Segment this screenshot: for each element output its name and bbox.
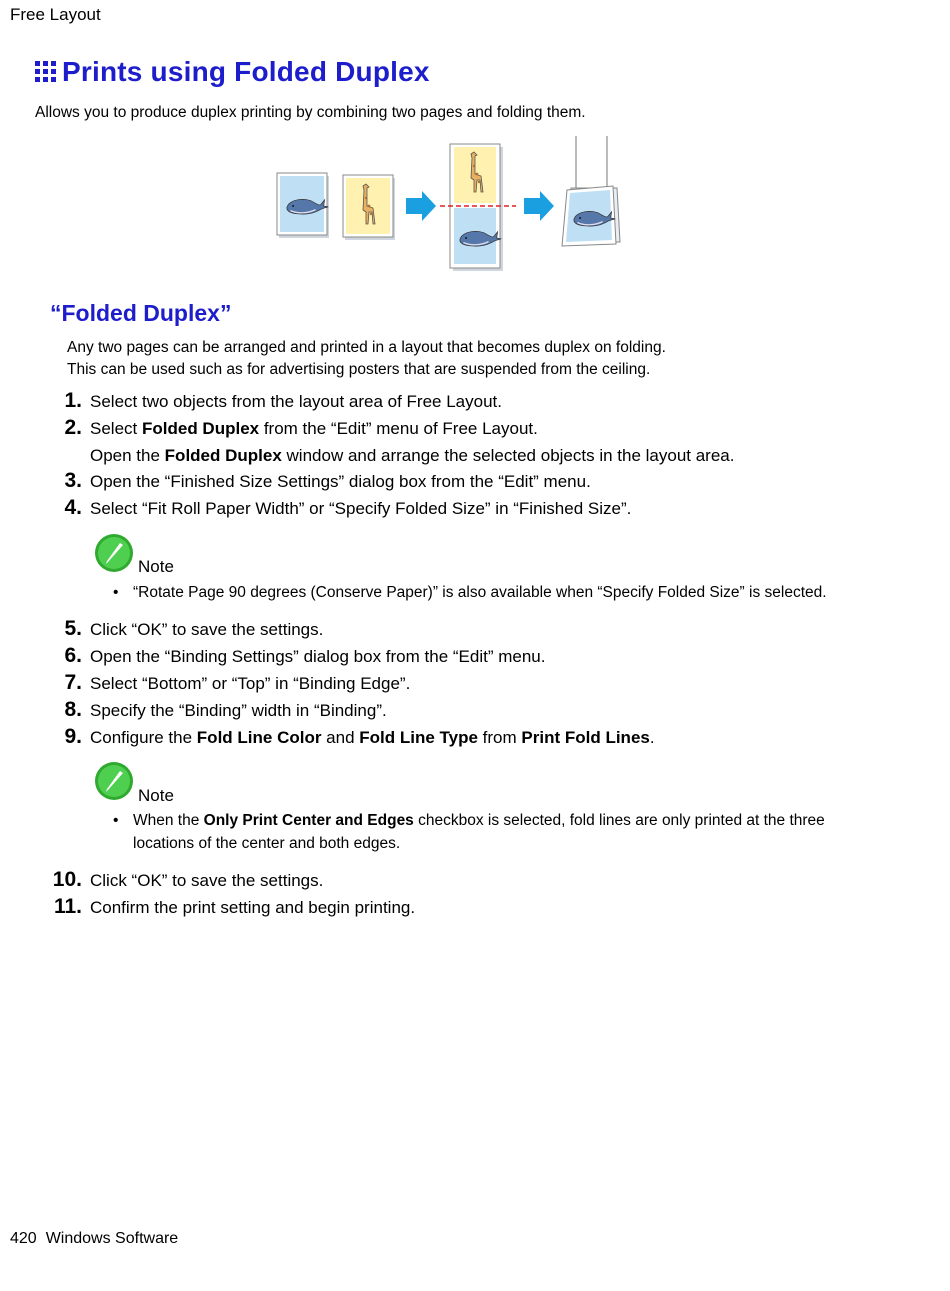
arrow-right-icon bbox=[524, 191, 554, 221]
step-text: Open the “Binding Settings” dialog box from the “Edit” menu. bbox=[90, 647, 546, 666]
page-footer bbox=[10, 1230, 178, 1248]
note-item: • “Rotate Page 90 degrees (Conserve Paper)” is also available when “Specify Folded Size” is selected. bbox=[113, 581, 833, 604]
step-item bbox=[50, 725, 870, 749]
section-title: “Folded Duplex” bbox=[50, 300, 232, 326]
step-number: 11. bbox=[53, 895, 82, 918]
grid-bullet-icon bbox=[35, 61, 57, 83]
step-number: 8. bbox=[64, 698, 82, 721]
step-item bbox=[50, 617, 870, 641]
step-number: 4. bbox=[64, 496, 82, 519]
step-text: Configure the Fold Line Color and Fold Line Type from Print Fold Lines. bbox=[90, 728, 655, 747]
note-pencil-icon bbox=[94, 533, 134, 573]
step-text: Select two objects from the layout area of Free Layout. bbox=[90, 392, 502, 411]
arrow-right-icon bbox=[406, 191, 436, 221]
note-label: Note bbox=[138, 786, 174, 805]
step-text: Select “Fit Roll Paper Width” or “Specify Folded Size” in “Finished Size”. bbox=[90, 499, 632, 518]
step-item bbox=[50, 389, 870, 413]
page-number: 420 bbox=[10, 1230, 37, 1247]
step-text: Confirm the print setting and begin printing. bbox=[90, 898, 416, 917]
whale-page-icon bbox=[277, 173, 329, 238]
step-number: 1. bbox=[64, 389, 82, 412]
step-item bbox=[50, 496, 870, 520]
section-description: Any two pages can be arranged and printed in a layout that becomes duplex on folding. bbox=[67, 339, 666, 356]
page-title-row bbox=[35, 56, 430, 88]
step-text: Click “OK” to save the settings. bbox=[90, 871, 324, 890]
step-text: Select “Bottom” or “Top” in “Binding Edge”. bbox=[90, 674, 411, 693]
intro-text: Allows you to produce duplex printing by combining two pages and folding them. bbox=[35, 104, 586, 121]
note-item: • When the Only Print Center and Edges checkbox is selected, fold lines are only printed at the three locations of the center and both edges. bbox=[113, 809, 833, 855]
note-pencil-icon bbox=[94, 761, 134, 801]
step-text: Select Folded Duplex from the “Edit” menu of Free Layout. bbox=[90, 419, 538, 438]
step-item bbox=[50, 895, 870, 919]
step-item bbox=[50, 868, 870, 892]
step-item bbox=[50, 469, 870, 493]
combined-page-icon bbox=[440, 144, 516, 271]
note-text: “Rotate Page 90 degrees (Conserve Paper)” is also available when “Specify Folded Size” is selected. bbox=[133, 584, 827, 601]
step-item bbox=[50, 644, 870, 668]
step-number: 3. bbox=[64, 469, 82, 492]
step-item bbox=[50, 671, 870, 695]
running-header: Free Layout bbox=[10, 5, 101, 24]
step-item bbox=[50, 698, 870, 722]
step-number: 5. bbox=[64, 617, 82, 640]
step-item bbox=[50, 416, 870, 440]
hanging-poster-icon bbox=[562, 136, 620, 246]
footer-label: Windows Software bbox=[45, 1230, 179, 1247]
step-number: 9. bbox=[64, 725, 82, 748]
step-continuation: Open the Folded Duplex window and arrange the selected objects in the layout area. bbox=[90, 446, 735, 465]
page-title: Prints using Folded Duplex bbox=[62, 56, 430, 87]
step-text: Click “OK” to save the settings. bbox=[90, 620, 324, 639]
step-text: Open the “Finished Size Settings” dialog box from the “Edit” menu. bbox=[90, 472, 591, 491]
note-text: When the Only Print Center and Edges checkbox is selected, fold lines are only printed at the three locations of the center and both edges. bbox=[133, 812, 825, 852]
step-text: Specify the “Binding” width in “Binding”. bbox=[90, 701, 387, 720]
giraffe-page-icon bbox=[343, 175, 395, 240]
folded-duplex-diagram bbox=[270, 134, 630, 274]
section-description: This can be used such as for advertising posters that are suspended from the ceiling. bbox=[67, 361, 651, 378]
note-label: Note bbox=[138, 557, 174, 576]
step-number: 6. bbox=[64, 644, 82, 667]
step-number: 10. bbox=[52, 868, 82, 891]
step-number: 2. bbox=[64, 416, 82, 439]
step-number: 7. bbox=[64, 671, 82, 694]
